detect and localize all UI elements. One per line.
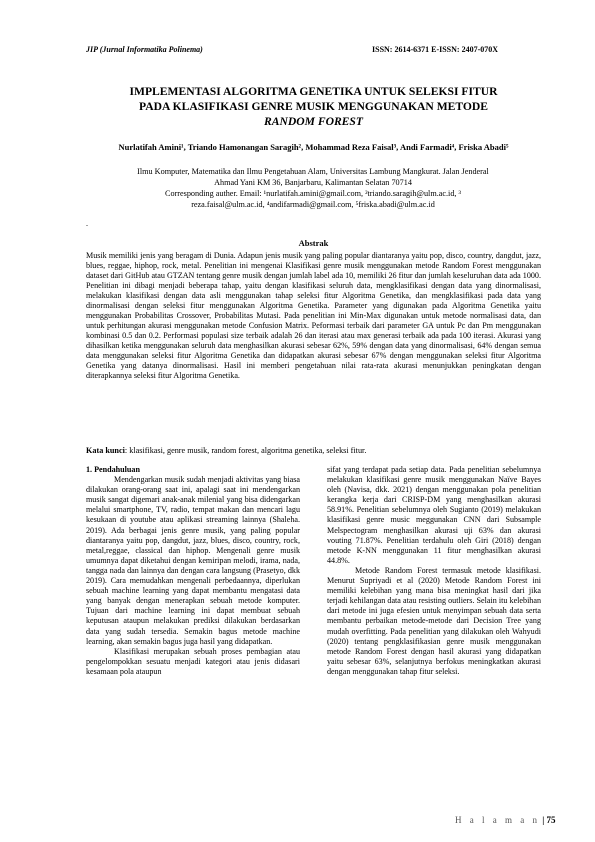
abstract-body: Musik memiliki jenis yang beragam di Dunia. Adapun jenis musik yang paling popular diantaranya yaitu pop, disco, country, dangdut, jazz, blues, reggae, hiphop, rock, metal. Penelitian ini mengenai Klasifikasi genre musik menggunakan metode Random Forest menggunakan dataset dari GitHub atau GTZAN tentang genre musik dengan jumlah label ada 10, memiliki 26 fitur dan jumlah keseluruhan data ada 1000. Penelitian ini dibagi menjadi beberapa tahap, yaitu dengan klasifikasi seluruh data, mengklasifikasi dengan data yang dinormalisasi, melakukan klasifikasi dengan data asli menggunakan tahap seleksi fitur Algoritma Genetika, dan mengklasifikasi pada data yang dinormalisasi dengan seleksi fitur menggunakan Algoritma Genetika. Parameter yang digunakan pada Algoritma Genetika yaitu menggunakan Probabilitas Crossover, Probabilitas Mutasi. Pada penelitian ini Min-Max digunakan untuk metode normalisasi data, dan untuk perhitungan akurasi menggunakan metode Confusion Matrix. Peformasi terbaik dari parameter GA untuk Pc dan Pm menggunakan kombinasi 0.5 dan 0.2. Performasi populasi size terbaik adalah 26 dan iterasi atau max generasi terbaik ada pada 100 iterasi. Akurasi yang dihasilkan ketika menggunakan seluruh data menghasilkan akurasi sebesar 62%, 59% dengan data yang dinormalisasi, 64% dengan semua data menggunakan seleksi fitur Algoritma Genetika dan didapatkan akurasi sebesar 67% dengan menggunakan seleksi fitur Algoritma Genetika yang datanya dinormalisasi. Hasil ini memberi pengetahuan nilai rata-rata akurasi menunjukkan peningkatan dengan diterapkannya seleksi fitur Algoritma Genetika. xyxy=(86,251,541,380)
footer-label: H a l a m a n xyxy=(455,815,540,825)
footer-separator: | xyxy=(542,815,545,825)
author-list: Nurlatifah Amini¹, Triando Hamonangan Saragih², Mohammad Reza Faisal³, Andi Farmadi⁴, Friska Abadi⁵ xyxy=(118,142,509,152)
right-column xyxy=(327,465,541,677)
affiliation-line-3: Corresponding auther. Email: ¹nurlatifah.amini@gmail.com, ²triando.saragih@ulm.ac.id, ³ xyxy=(165,189,461,198)
issn-info: ISSN: 2614-6371 E-ISSN: 2407-070X xyxy=(372,45,499,54)
keywords xyxy=(86,446,541,455)
paragraph: Klasifikasi merupakan sebuah proses pembagian atau pengelompokkan sesuatu menjadi kategori atau jenis didasari kesamaan pola ataupun xyxy=(86,646,300,676)
affiliation-line-2: Ahmad Yani KM 36, Banjarbaru, Kalimantan Selatan 70714 xyxy=(214,178,412,187)
affiliation-line-4: reza.faisal@ulm.ac.id, ⁴andifarmadi@gmail.com, ⁵friska.abadi@ulm.ac.id xyxy=(191,200,435,209)
page-footer xyxy=(455,815,555,825)
title-line-2: PADA KLASIFIKASI GENRE MUSIK MENGGUNAKAN METODE xyxy=(138,100,489,113)
affiliation xyxy=(80,166,546,210)
paper-title xyxy=(86,84,541,129)
keywords-text: : klasifikasi, genre musik, random forest, algoritma genetika, seleksi fitur. xyxy=(124,446,367,455)
journal-name: JIP (Jurnal Informatika Polinema) xyxy=(86,45,203,54)
abstract-heading: Abstrak xyxy=(298,238,329,248)
stray-mark: . xyxy=(86,219,88,228)
page-number: 75 xyxy=(546,815,556,825)
left-column xyxy=(86,465,300,677)
title-line-3: RANDOM FOREST xyxy=(264,115,363,128)
title-line-1: IMPLEMENTASI ALGORITMA GENETIKA UNTUK SELEKSI FITUR xyxy=(129,85,498,98)
keywords-label: Kata kunci xyxy=(86,446,125,455)
section-heading: 1. Pendahuluan xyxy=(86,465,140,474)
paragraph: sifat yang terdapat pada setiap data. Pada penelitian sebelumnya melakukan klasifikasi genre musik menggunakan Naïve Bayes oleh (Navisa, dkk. 2021) dengan menggunakan pola penelitian kerangka kerja dari CRISP-DM yang menghasilkan akurasi 58.91%. Penelitian sebelumnya oleh Sugianto (2019) melakukan klasifikasi genre music meggunakan CNN dari Subsample Melspectogram menghasilkan akurasi uji 63% dan akurasi vouting 71.87%. Penelitian terdahulu oleh Giri (2018) dengan metode K-NN menggunakan 11 fitur menghasilkan akurasi 44.8%. xyxy=(327,465,541,565)
affiliation-line-1: Ilmu Komputer, Matematika dan Ilmu Pengetahuan Alam, Universitas Lambung Mangkurat. Jalan Jenderal xyxy=(137,167,489,176)
paragraph: Metode Random Forest termasuk metode klasifikasi. Menurut Supriyadi et al (2020) Metode Random Forest ini memiliki kelebihan yang mana bisa meningkat hasil dari jika terjadi kehilangan data atau resisting outliers. Selain itu kelebihan dari metode ini juga efesien untuk menyimpan sebuah data serta membantu perbaikan metode-metode dari Decision Tree yang mudah overfitting. Pada penelitian yang dilakukan oleh Wahyudi (2020) tentang pengklasifikasian genre musik menggunakan metode Random Forest dengan hasil akurasi yang didapatkan yaitu sebesar 63%, selanjutnya berfokus meningkatkan akurasi dengan menggunakan tahap fitur seleksi. xyxy=(327,565,541,676)
paragraph: Mendengarkan musik sudah menjadi aktivitas yang biasa dilakukan orang-orang saat ini, apalagi saat ini mendengarkan musik sangat digemari anak-anak milenial yang bisa didengarkan melalui smartphone, TV, radio, tempat makan dan mencari lagu kesukaan di youtube atau aplikasi streaming lainnya (Shaleha. 2019). Ada berbagai jenis genre musik, yang paling popular diantaranya yaitu pop, dangdut, jazz, blues, disco, country, rock, metal,reggae, classical dan hiphop. Mengenali genre musik umumnya dapat diketahui dengan kemiripan melodi, irama, nada, tangga nada dan lainnya dan dengan cara langsung (Prasetyo, dkk 2019). Cara memudahkan mengenali perbedaannya, diperlukan sebuah machine learning yang dapat membantu mengatasi data yang banyak dengan menerapkan sebuah metode komputer. Tujuan dari machine learning ini dapat membuat sebuah keputusan ataupun melakukan prediksi dilakukan berdasarkan data yang sudah tersedia. Semakin bagus metode machine learning, akan semakin bagus juga hasil yang didapatkan. xyxy=(86,475,300,646)
